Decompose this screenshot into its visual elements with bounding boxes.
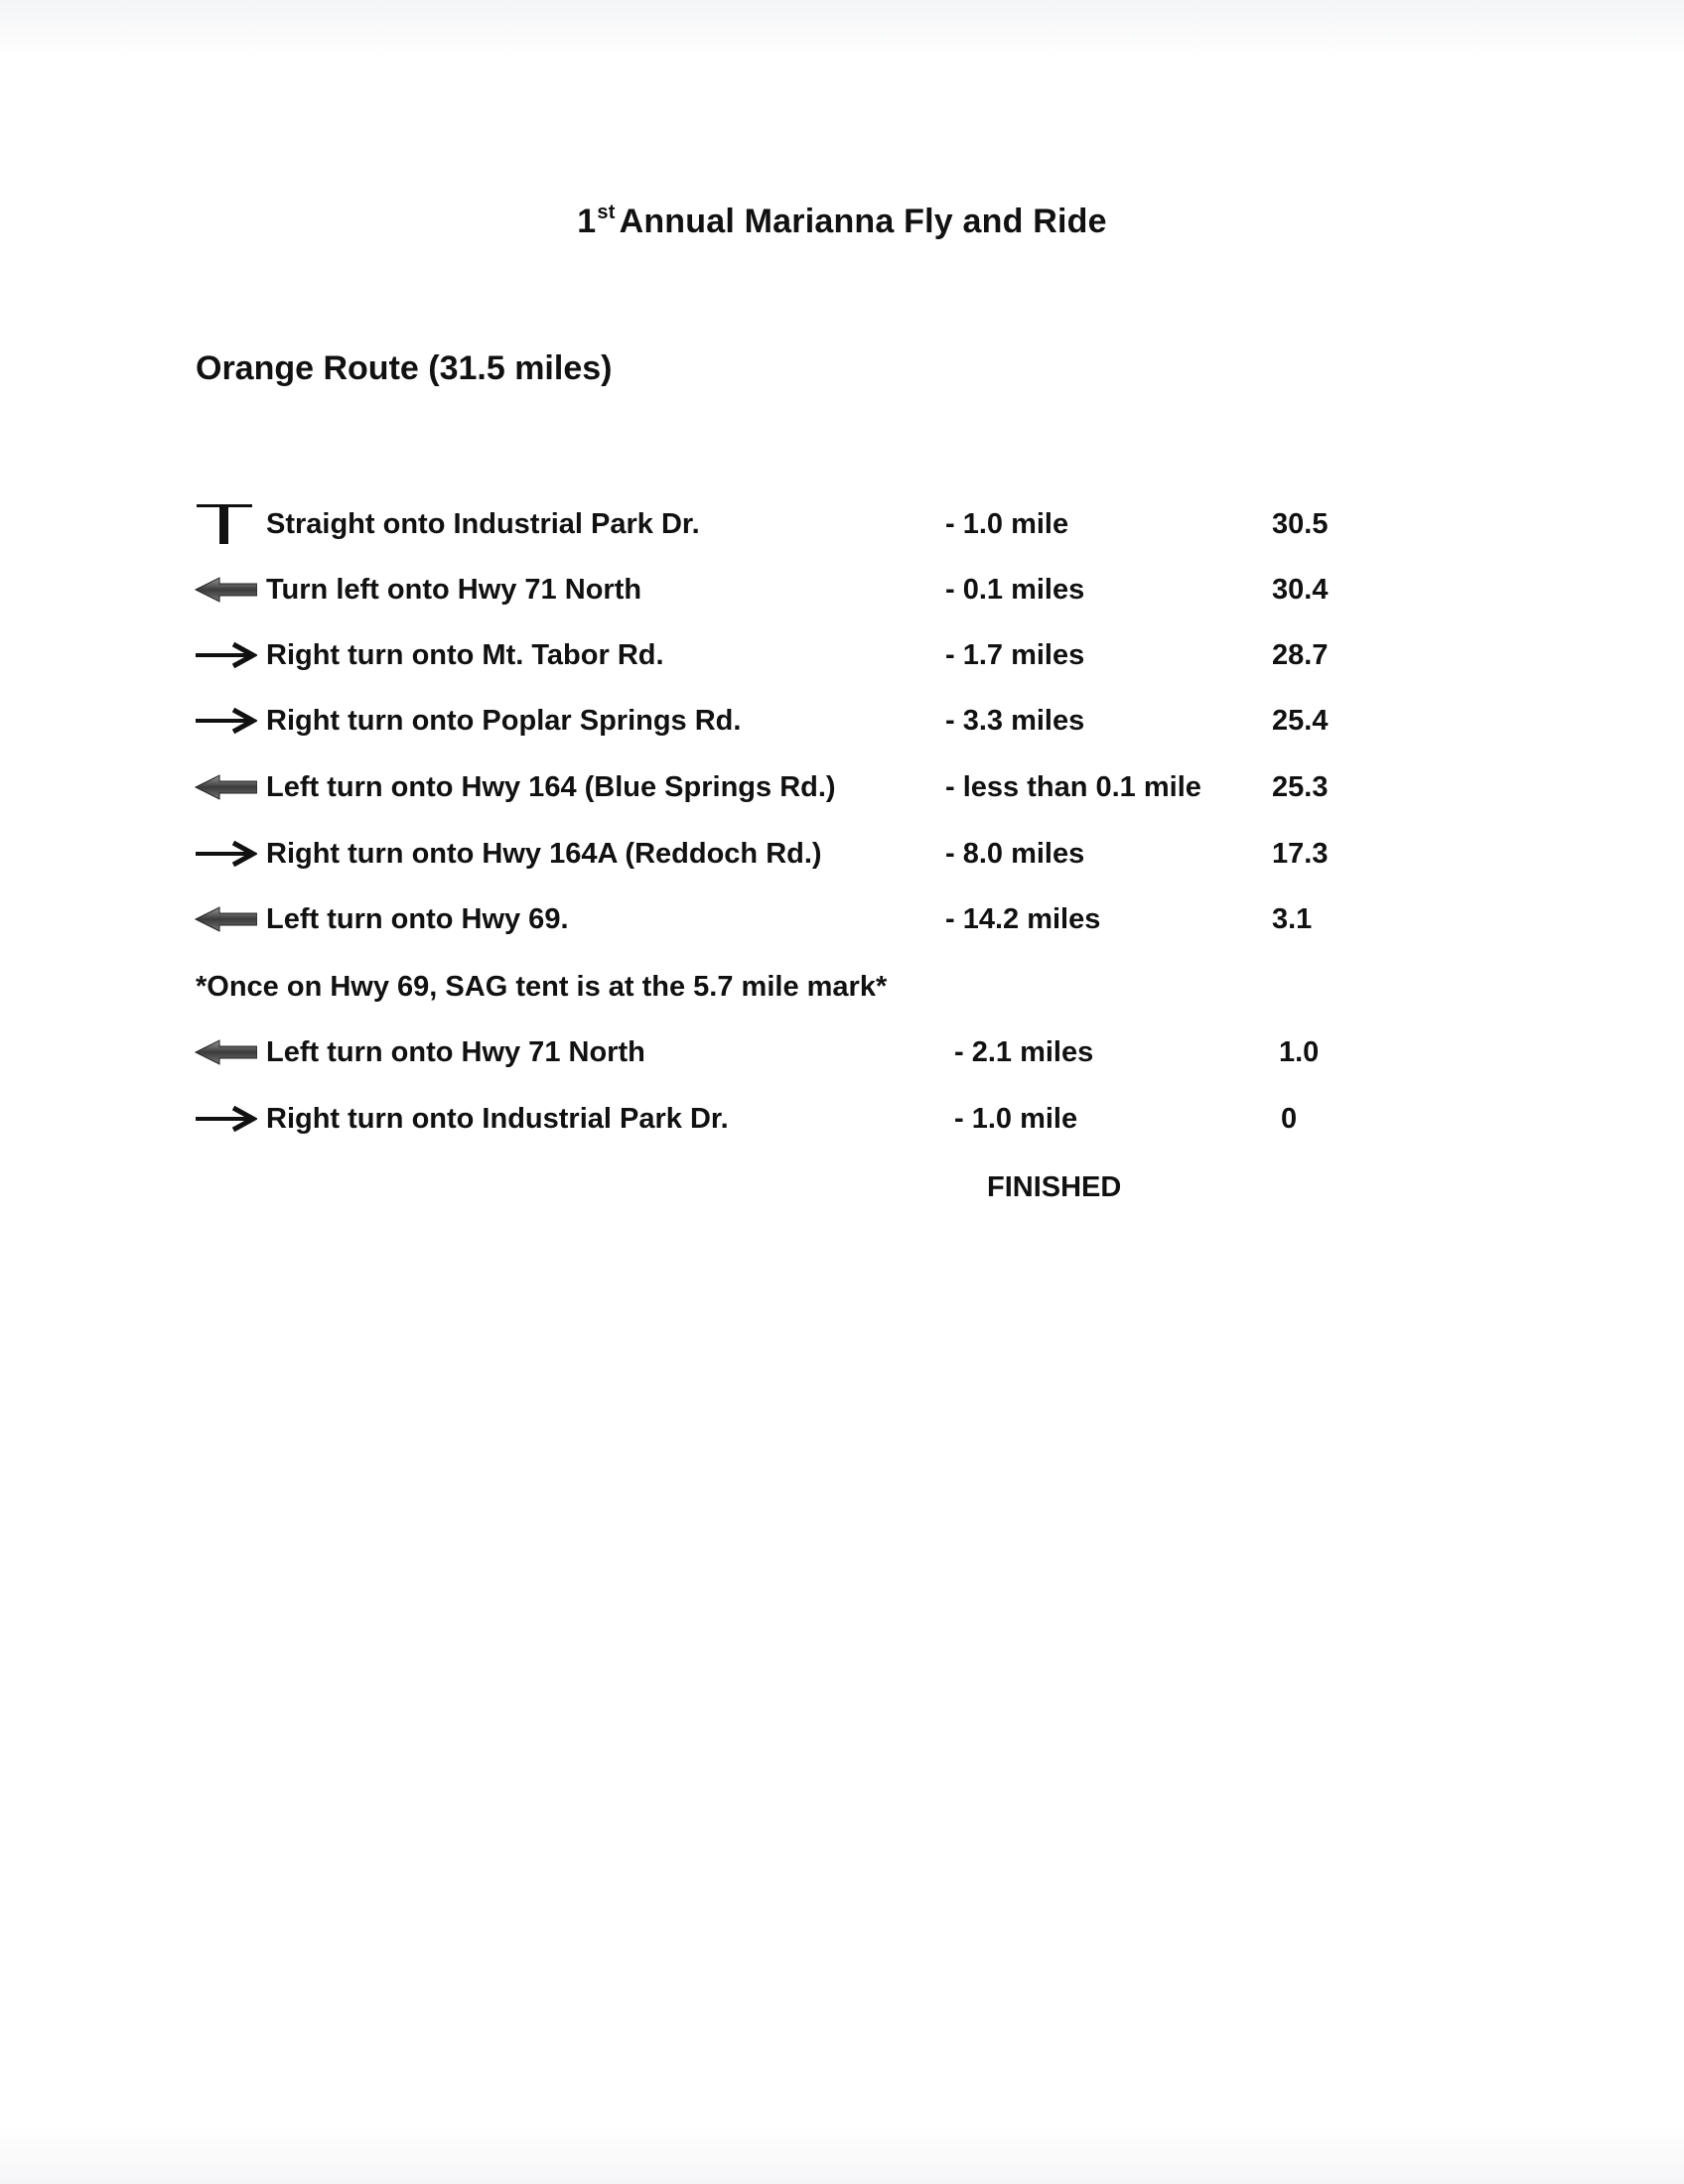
right-arrow-icon <box>194 1099 257 1139</box>
step-instruction: Turn left onto Hwy 71 North <box>266 574 642 606</box>
route-step <box>0 899 1684 939</box>
route-step <box>0 1032 1684 1072</box>
title-rest: Annual Marianna Fly and Ride <box>619 203 1107 240</box>
step-distance: - 0.1 miles <box>945 574 1085 606</box>
route-heading: Orange Route (31.5 miles) <box>196 349 613 387</box>
step-remaining-miles: 3.1 <box>1272 903 1313 935</box>
route-step <box>0 570 1684 610</box>
step-distance: - 1.7 miles <box>945 639 1085 671</box>
step-instruction: Left turn onto Hwy 69. <box>266 903 569 935</box>
step-remaining-miles: 1.0 <box>1279 1036 1320 1068</box>
step-distance: - 2.1 miles <box>954 1036 1094 1068</box>
step-remaining-miles: 25.4 <box>1272 705 1329 737</box>
left-arrow-icon <box>194 1032 257 1072</box>
step-distance: - 14.2 miles <box>945 903 1101 935</box>
step-distance: - 3.3 miles <box>945 705 1085 737</box>
step-remaining-miles: 25.3 <box>1272 771 1329 803</box>
document-title <box>0 202 1684 241</box>
step-instruction: Right turn onto Industrial Park Dr. <box>266 1103 729 1135</box>
left-arrow-icon <box>194 767 257 807</box>
step-distance: - 8.0 miles <box>945 838 1085 870</box>
step-instruction: Right turn onto Poplar Springs Rd. <box>266 705 742 737</box>
straight-arrow-icon <box>194 504 257 544</box>
title-prefix: 1 <box>577 203 597 240</box>
step-instruction: Straight onto Industrial Park Dr. <box>266 508 700 540</box>
right-arrow-icon <box>194 834 257 874</box>
step-distance: - less than 0.1 mile <box>945 771 1201 803</box>
finished-label: FINISHED <box>987 1171 1122 1203</box>
right-arrow-icon <box>194 701 257 741</box>
left-arrow-icon <box>194 899 257 939</box>
step-instruction: Right turn onto Hwy 164A (Reddoch Rd.) <box>266 838 822 870</box>
route-step <box>0 767 1684 807</box>
step-instruction: Right turn onto Mt. Tabor Rd. <box>266 639 664 671</box>
step-instruction: Left turn onto Hwy 71 North <box>266 1036 645 1068</box>
route-step <box>0 834 1684 874</box>
title-superscript: st <box>597 202 616 223</box>
route-step <box>0 504 1684 544</box>
step-remaining-miles: 17.3 <box>1272 838 1329 870</box>
step-remaining-miles: 30.5 <box>1272 508 1329 540</box>
right-arrow-icon <box>194 635 257 675</box>
step-remaining-miles: 30.4 <box>1272 574 1329 606</box>
step-instruction: Left turn onto Hwy 164 (Blue Springs Rd.) <box>266 771 836 803</box>
route-step <box>0 701 1684 741</box>
step-remaining-miles: 28.7 <box>1272 639 1329 671</box>
left-arrow-icon <box>194 570 257 610</box>
route-step <box>0 1099 1684 1139</box>
step-distance: - 1.0 mile <box>954 1103 1078 1135</box>
sag-tent-note: *Once on Hwy 69, SAG tent is at the 5.7 mile mark* <box>196 971 888 1003</box>
route-step <box>0 635 1684 675</box>
step-distance: - 1.0 mile <box>945 508 1069 540</box>
step-remaining-miles: 0 <box>1281 1103 1298 1135</box>
